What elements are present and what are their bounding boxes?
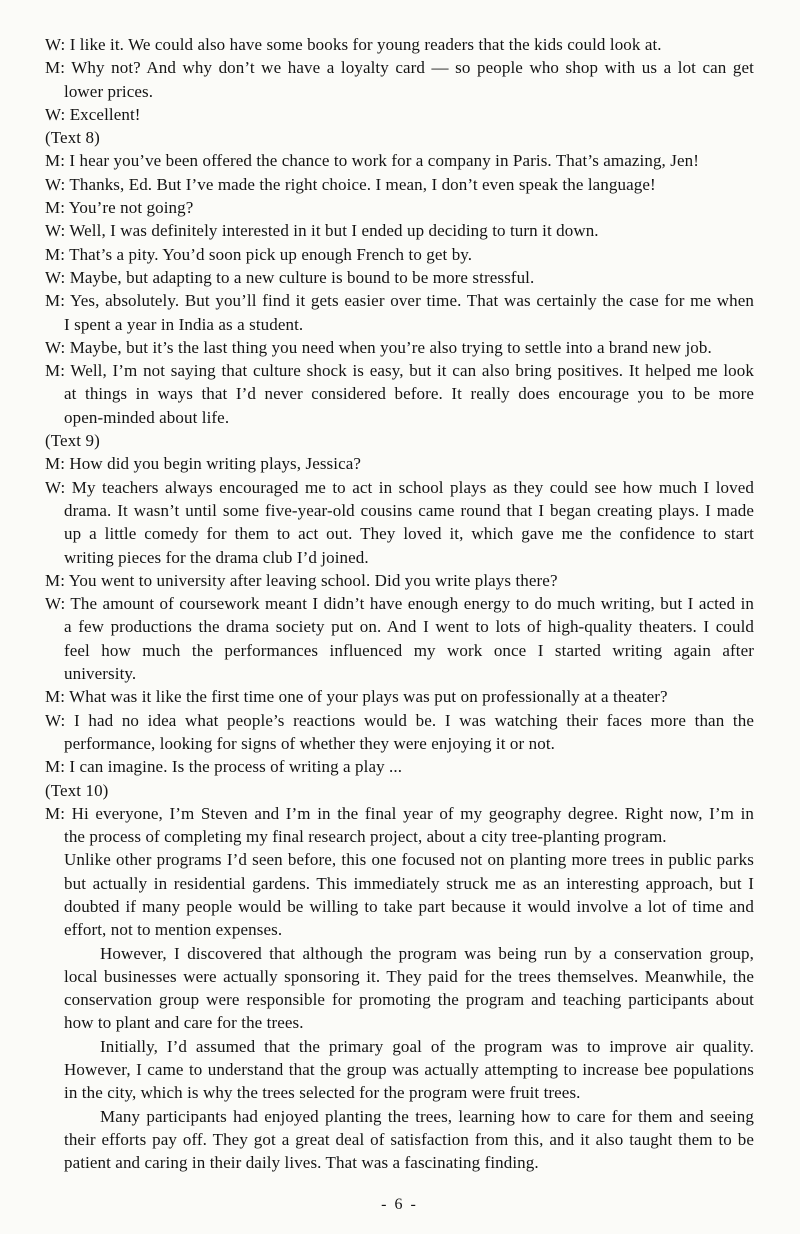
transcript-line: M: You’re not going? — [45, 198, 194, 218]
transcript-line: feel how much the performances influenced my work once I started writing again after — [64, 640, 754, 660]
transcript-line: M: That’s a pity. You’d soon pick up enough French to get by. — [45, 244, 473, 264]
transcript-line: conservation group were responsible for promoting the program and teaching participants about — [64, 990, 754, 1010]
transcript-line: doubted if many people would be willing to take part because it would involve a lot of time and — [64, 896, 754, 916]
transcript-line: W: Thanks, Ed. But I’ve made the right choice. I mean, I don’t even speak the language! — [45, 174, 656, 194]
transcript-line: drama. It wasn’t until some five-year-old cousins came round that I began creating plays. I made — [64, 500, 754, 520]
transcript-line: M: What was it like the first time one of your plays was put on professionally at a theater? — [45, 687, 668, 707]
transcript-line: writing pieces for the drama club I’d joined. — [64, 547, 369, 567]
transcript-line: (Text 9) — [45, 431, 100, 451]
transcript-line: but actually in residential gardens. This immediately struck me as an interesting approach, but I — [64, 873, 754, 893]
transcript-line: Initially, I’d assumed that the primary goal of the program was to improve air quality. — [100, 1036, 754, 1056]
transcript-line: at things in ways that I’d never considered before. It really does encourage you to be more — [64, 384, 754, 404]
transcript-line: M: I can imagine. Is the process of writing a play ... — [45, 757, 403, 777]
transcript-line: a few productions the drama society put on. And I went to lots of high-quality theaters. I could — [64, 617, 754, 637]
transcript-line: Unlike other programs I’d seen before, this one focused not on planting more trees in public parks — [64, 850, 754, 870]
transcript-line: However, I discovered that although the program was being run by a conservation group, — [100, 943, 754, 963]
transcript-line: Many participants had enjoyed planting the trees, learning how to care for them and seeing — [100, 1106, 754, 1126]
transcript-line: M: Yes, absolutely. But you’ll find it gets easier over time. That was certainly the case for me when — [45, 291, 754, 311]
transcript-line: W: The amount of coursework meant I didn’t have enough energy to do much writing, but I acted in — [45, 594, 754, 614]
transcript-line: (Text 10) — [45, 780, 109, 800]
transcript — [45, 33, 754, 1175]
transcript-line: in the city, which is why the trees selected for the program were fruit trees. — [64, 1083, 581, 1103]
transcript-line: effort, not to mention expenses. — [64, 920, 283, 940]
transcript-line: W: My teachers always encouraged me to act in school plays as they could see how much I loved — [45, 477, 754, 497]
transcript-line: lower prices. — [64, 81, 154, 101]
transcript-line: M: How did you begin writing plays, Jessica? — [45, 454, 362, 474]
transcript-line: W: I like it. We could also have some books for young readers that the kids could look at. — [45, 35, 662, 54]
transcript-line: patient and caring in their daily lives. That was a fascinating finding. — [64, 1153, 539, 1173]
transcript-line: M: Hi everyone, I’m Steven and I’m in the final year of my geography degree. Right now, I’m in — [45, 803, 754, 823]
transcript-line: M: Why not? And why don’t we have a loyalty card — so people who shop with us a lot can get — [45, 58, 754, 78]
transcript-line: M: Well, I’m not saying that culture shock is easy, but it can also bring positives. It helped me look — [45, 361, 754, 381]
transcript-line: I spent a year in India as a student. — [64, 314, 304, 334]
transcript-line: performance, looking for signs of whether they were enjoying it or not. — [64, 733, 555, 753]
transcript-line: However, I came to understand that the group was actually attempting to increase bee populations — [64, 1060, 754, 1080]
transcript-line: W: Excellent! — [45, 104, 141, 124]
transcript-line: M: You went to university after leaving school. Did you write plays there? — [45, 570, 558, 590]
transcript-line: W: Maybe, but it’s the last thing you need when you’re also trying to settle into a brand new job. — [45, 337, 712, 357]
document-page — [45, 33, 754, 1175]
transcript-line: up a little comedy for them to act out. They loved it, which gave me the confidence to start — [64, 524, 754, 544]
transcript-line: W: Well, I was definitely interested in it but I ended up deciding to turn it down. — [45, 221, 599, 241]
transcript-line: the process of completing my final research project, about a city tree-planting program. — [64, 827, 667, 847]
transcript-line: M: I hear you’ve been offered the chance to work for a company in Paris. That’s amazing, Jen! — [45, 151, 699, 171]
transcript-line: their efforts pay off. They got a great deal of satisfaction from this, and it also taught them to be — [64, 1129, 754, 1149]
page-number: - 6 - — [381, 1196, 418, 1213]
transcript-line: W: I had no idea what people’s reactions would be. I was watching their faces more than the — [45, 710, 754, 730]
transcript-line: how to plant and care for the trees. — [64, 1013, 304, 1033]
transcript-line: (Text 8) — [45, 128, 100, 148]
transcript-line: university. — [64, 664, 137, 684]
transcript-line: W: Maybe, but adapting to a new culture is bound to be more stressful. — [45, 267, 535, 287]
transcript-line: open-minded about life. — [64, 407, 230, 427]
transcript-line: local businesses were actually sponsoring it. They paid for the trees themselves. Meanwhile, the — [64, 966, 754, 986]
